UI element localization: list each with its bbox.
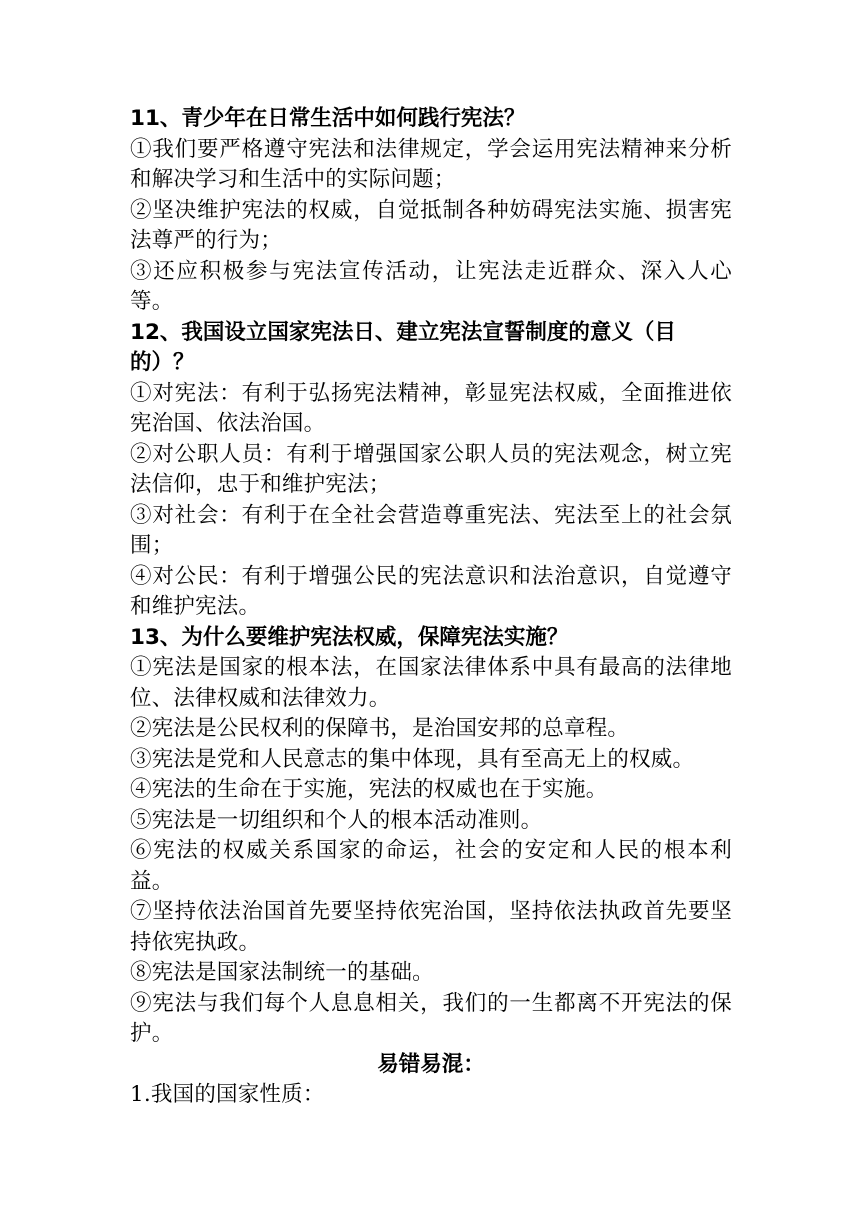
question-heading: 11、青少年在日常生活中如何践行宪法？: [130, 106, 526, 131]
answer-item: ②宪法是公民权利的保障书，是治国安邦的总章程。: [130, 716, 630, 741]
section-12: [130, 318, 732, 623]
answer-item: ④对公民：有利于增强公民的宪法意识和法治意识，自觉遵守和维护宪法。: [130, 563, 732, 619]
answer-item: ③对社会：有利于在全社会营造尊重宪法、宪法至上的社会氛围；: [130, 502, 732, 558]
subheading: 易错易混：: [377, 1051, 485, 1077]
answer-item: ①我们要严格遵守宪法和法律规定，学会运用宪法精神来分析和解决学习和生活中的实际问题；: [130, 136, 732, 192]
question-heading: 13、为什么要维护宪法权威，保障宪法实施？: [130, 624, 569, 650]
answer-item: ④宪法的生命在于实施，宪法的权威也在于实施。: [130, 777, 608, 802]
answer-item: ②坚决维护宪法的权威，自觉抵制各种妨碍宪法实施、损害宪法尊严的行为；: [130, 197, 732, 253]
answer-item: ②对公职人员：有利于增强国家公职人员的宪法观念，树立宪法信仰，忠于和维护宪法；: [130, 441, 732, 497]
answer-item: ①宪法是国家的根本法，在国家法律体系中具有最高的法律地位、法律权威和法律效力。: [130, 655, 732, 711]
answer-item: ③宪法是党和人民意志的集中体现，具有至高无上的权威。: [130, 746, 695, 772]
section-13: [130, 623, 732, 1050]
answer-item: ⑧宪法是国家法制统一的基础。: [130, 960, 434, 985]
question-heading: 12、我国设立国家宪法日、建立宪法宣誓制度的意义（目的）？: [130, 319, 676, 375]
section-11: [130, 104, 732, 318]
list-item: 1.我国的国家性质：: [130, 1082, 325, 1107]
answer-item: ⑦坚持依法治国首先要坚持依宪治国，坚持依法执政首先要坚持依宪执政。: [130, 899, 732, 955]
answer-item: ⑥宪法的权威关系国家的命运，社会的安定和人民的根本利益。: [130, 838, 732, 894]
answer-item: ①对宪法：有利于弘扬宪法精神，彰显宪法权威，全面推进依宪治国、依法治国。: [130, 380, 732, 436]
answer-item: ③还应积极参与宪法宣传活动，让宪法走近群众、深入人心等。: [130, 258, 732, 314]
document-page: [130, 104, 732, 1111]
answer-item: ⑤宪法是一切组织和个人的根本活动准则。: [130, 807, 543, 833]
answer-item: ⑨宪法与我们每个人息息相关，我们的一生都离不开宪法的保护。: [130, 990, 732, 1046]
